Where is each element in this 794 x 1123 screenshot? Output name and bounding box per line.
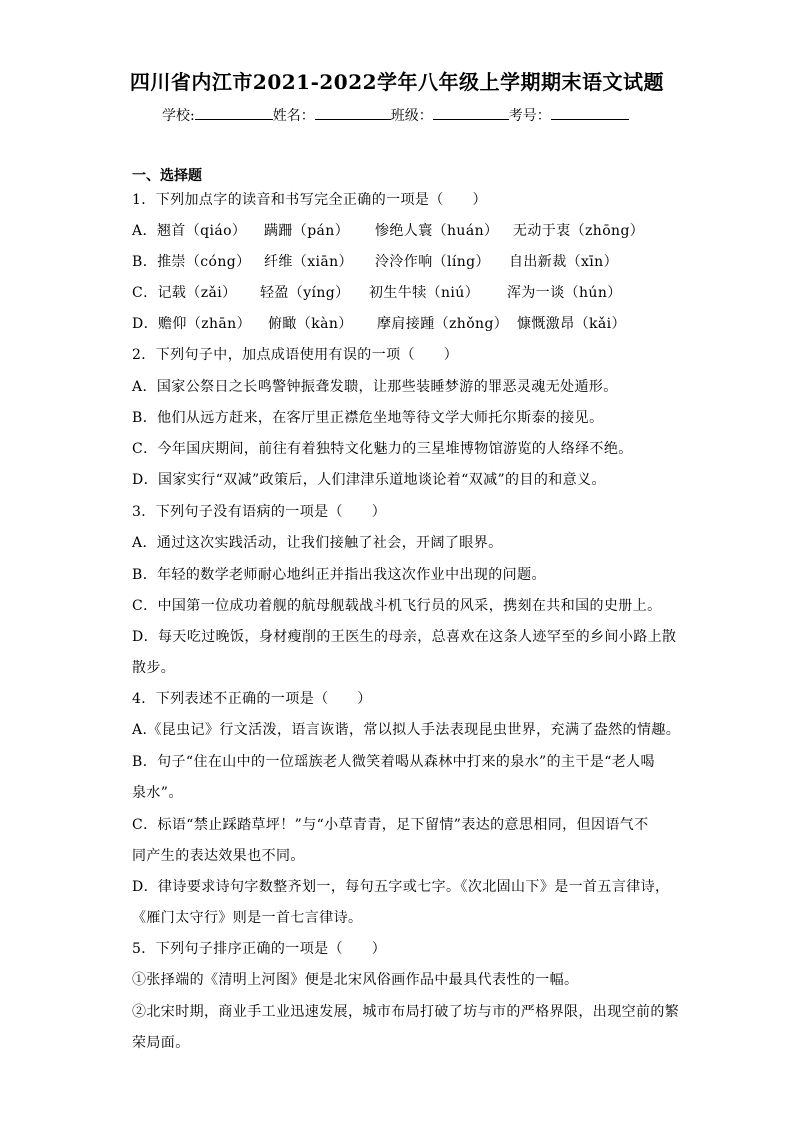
question-2-option: C．今年国庆期间，前往有着独特文化魅力的三星堆博物馆游览的人络绎不绝。 bbox=[132, 441, 633, 457]
option-cell: 摩肩接踵（zhǒng） bbox=[377, 316, 509, 332]
question-2-option: A．国家公祭日之长鸣警钟振聋发聩，让那些装睡梦游的罪恶灵魂无处遁形。 bbox=[132, 379, 618, 395]
option-cell: 慷慨激昂（kǎi） bbox=[517, 316, 626, 332]
option-cell: B．推崇（cóng） bbox=[132, 254, 251, 270]
school-blank[interactable] bbox=[195, 103, 273, 120]
option-cell: 自出新裁（xīn） bbox=[509, 254, 618, 270]
name-blank[interactable] bbox=[315, 103, 391, 120]
student-info-row bbox=[162, 103, 629, 127]
question-2-stem: 2．下列句子中，加点成语使用有误的一项（ ） bbox=[132, 347, 459, 363]
class-label: 班级： bbox=[390, 108, 433, 124]
question-2-option: B．他们从远方赶来，在客厅里正襟危坐地等待文学大师托尔斯泰的接见。 bbox=[132, 410, 604, 426]
option-cell: 泠泠作响（líng） bbox=[375, 254, 490, 270]
section-heading: 一、选择题 bbox=[132, 168, 202, 184]
name-label: 姓名： bbox=[272, 108, 315, 124]
question-4-line: D．律诗要求诗句字数整齐划一，每句五字或七字。《次北固山下》是一首五言律诗， bbox=[132, 879, 670, 895]
question-4-line: 《雁门太守行》则是一首七言律诗。 bbox=[132, 910, 363, 926]
question-5-line: ②北宋时期，商业手工业迅速发展，城市布局打破了坊与市的严格界限，出现空前的繁 bbox=[132, 1004, 680, 1020]
option-cell: 无动于衷（zhōng） bbox=[513, 223, 645, 239]
question-5-line: ①张择端的《清明上河图》便是北宋风俗画作品中最具代表性的一幅。 bbox=[132, 972, 579, 988]
question-1-stem: 1．下列加点字的读音和书写完全正确的一项是（ ） bbox=[132, 192, 487, 208]
question-5-stem: 5．下列句子排序正确的一项是（ ） bbox=[132, 941, 387, 957]
question-3-option: D．每天吃过晚饭，身材瘦削的王医生的母亲，总喜欢在这条人迹罕至的乡间小路上散 bbox=[132, 629, 677, 645]
option-cell: 惨绝人寰（huán） bbox=[375, 223, 499, 239]
question-3-option: B．年轻的数学老师耐心地纠正并指出我这次作业中出现的问题。 bbox=[132, 567, 546, 583]
option-cell: 蹒跚（pán） bbox=[264, 223, 350, 239]
number-label: 考号： bbox=[508, 108, 551, 124]
question-4-stem: 4．下列表述不正确的一项是（ ） bbox=[132, 691, 372, 707]
number-blank[interactable] bbox=[551, 103, 629, 120]
option-cell: 轻盈（yíng） bbox=[260, 285, 350, 301]
question-3-option: C．中国第一位成功着舰的航母舰载战斗机飞行员的风采，携刻在共和国的史册上。 bbox=[132, 598, 662, 614]
question-3-option-continued: 散步。 bbox=[132, 660, 176, 676]
question-4-line: C．标语“禁止踩踏草坪！”与“小草青青，足下留情”表达的意思相同，但因语气不 bbox=[132, 817, 649, 833]
school-label: 学校: bbox=[162, 108, 195, 124]
question-3-option: A．通过这次实践活动，让我们接触了社会，开阔了眼界。 bbox=[132, 535, 503, 551]
option-cell: 浑为一谈（hún） bbox=[507, 285, 622, 301]
option-cell: C．记载（zǎi） bbox=[132, 285, 237, 301]
option-cell: 俯瞰（kàn） bbox=[268, 316, 353, 332]
class-blank[interactable] bbox=[433, 103, 509, 120]
exam-title: 四川省内江市2021-2022学年八年级上学期期末语文试题 bbox=[129, 70, 665, 94]
question-4-line: A.《昆虫记》行文活泼，语言诙谐，常以拟人手法表现昆虫世界，充满了盎然的情趣。 bbox=[132, 722, 681, 738]
question-4-line: B．句子“住在山中的一位瑶族老人微笑着喝从森林中打来的泉水”的主干是“老人喝 bbox=[132, 754, 655, 770]
question-3-stem: 3．下列句子没有语病的一项是（ ） bbox=[132, 504, 387, 520]
question-4-line: 泉水”。 bbox=[132, 785, 183, 801]
option-cell: 初生牛犊（niú） bbox=[369, 285, 480, 301]
option-cell: A．翘首（qiáo） bbox=[132, 223, 247, 239]
question-5-line: 荣局面。 bbox=[132, 1035, 190, 1051]
option-cell: D．赡仰（zhān） bbox=[132, 316, 251, 332]
question-4-line: 同产生的表达效果也不同。 bbox=[132, 848, 305, 864]
question-2-option: D．国家实行“双减”政策后，人们津津乐道地谈论着“双减”的目的和意义。 bbox=[132, 472, 606, 488]
option-cell: 纤维（xiān） bbox=[264, 254, 353, 270]
